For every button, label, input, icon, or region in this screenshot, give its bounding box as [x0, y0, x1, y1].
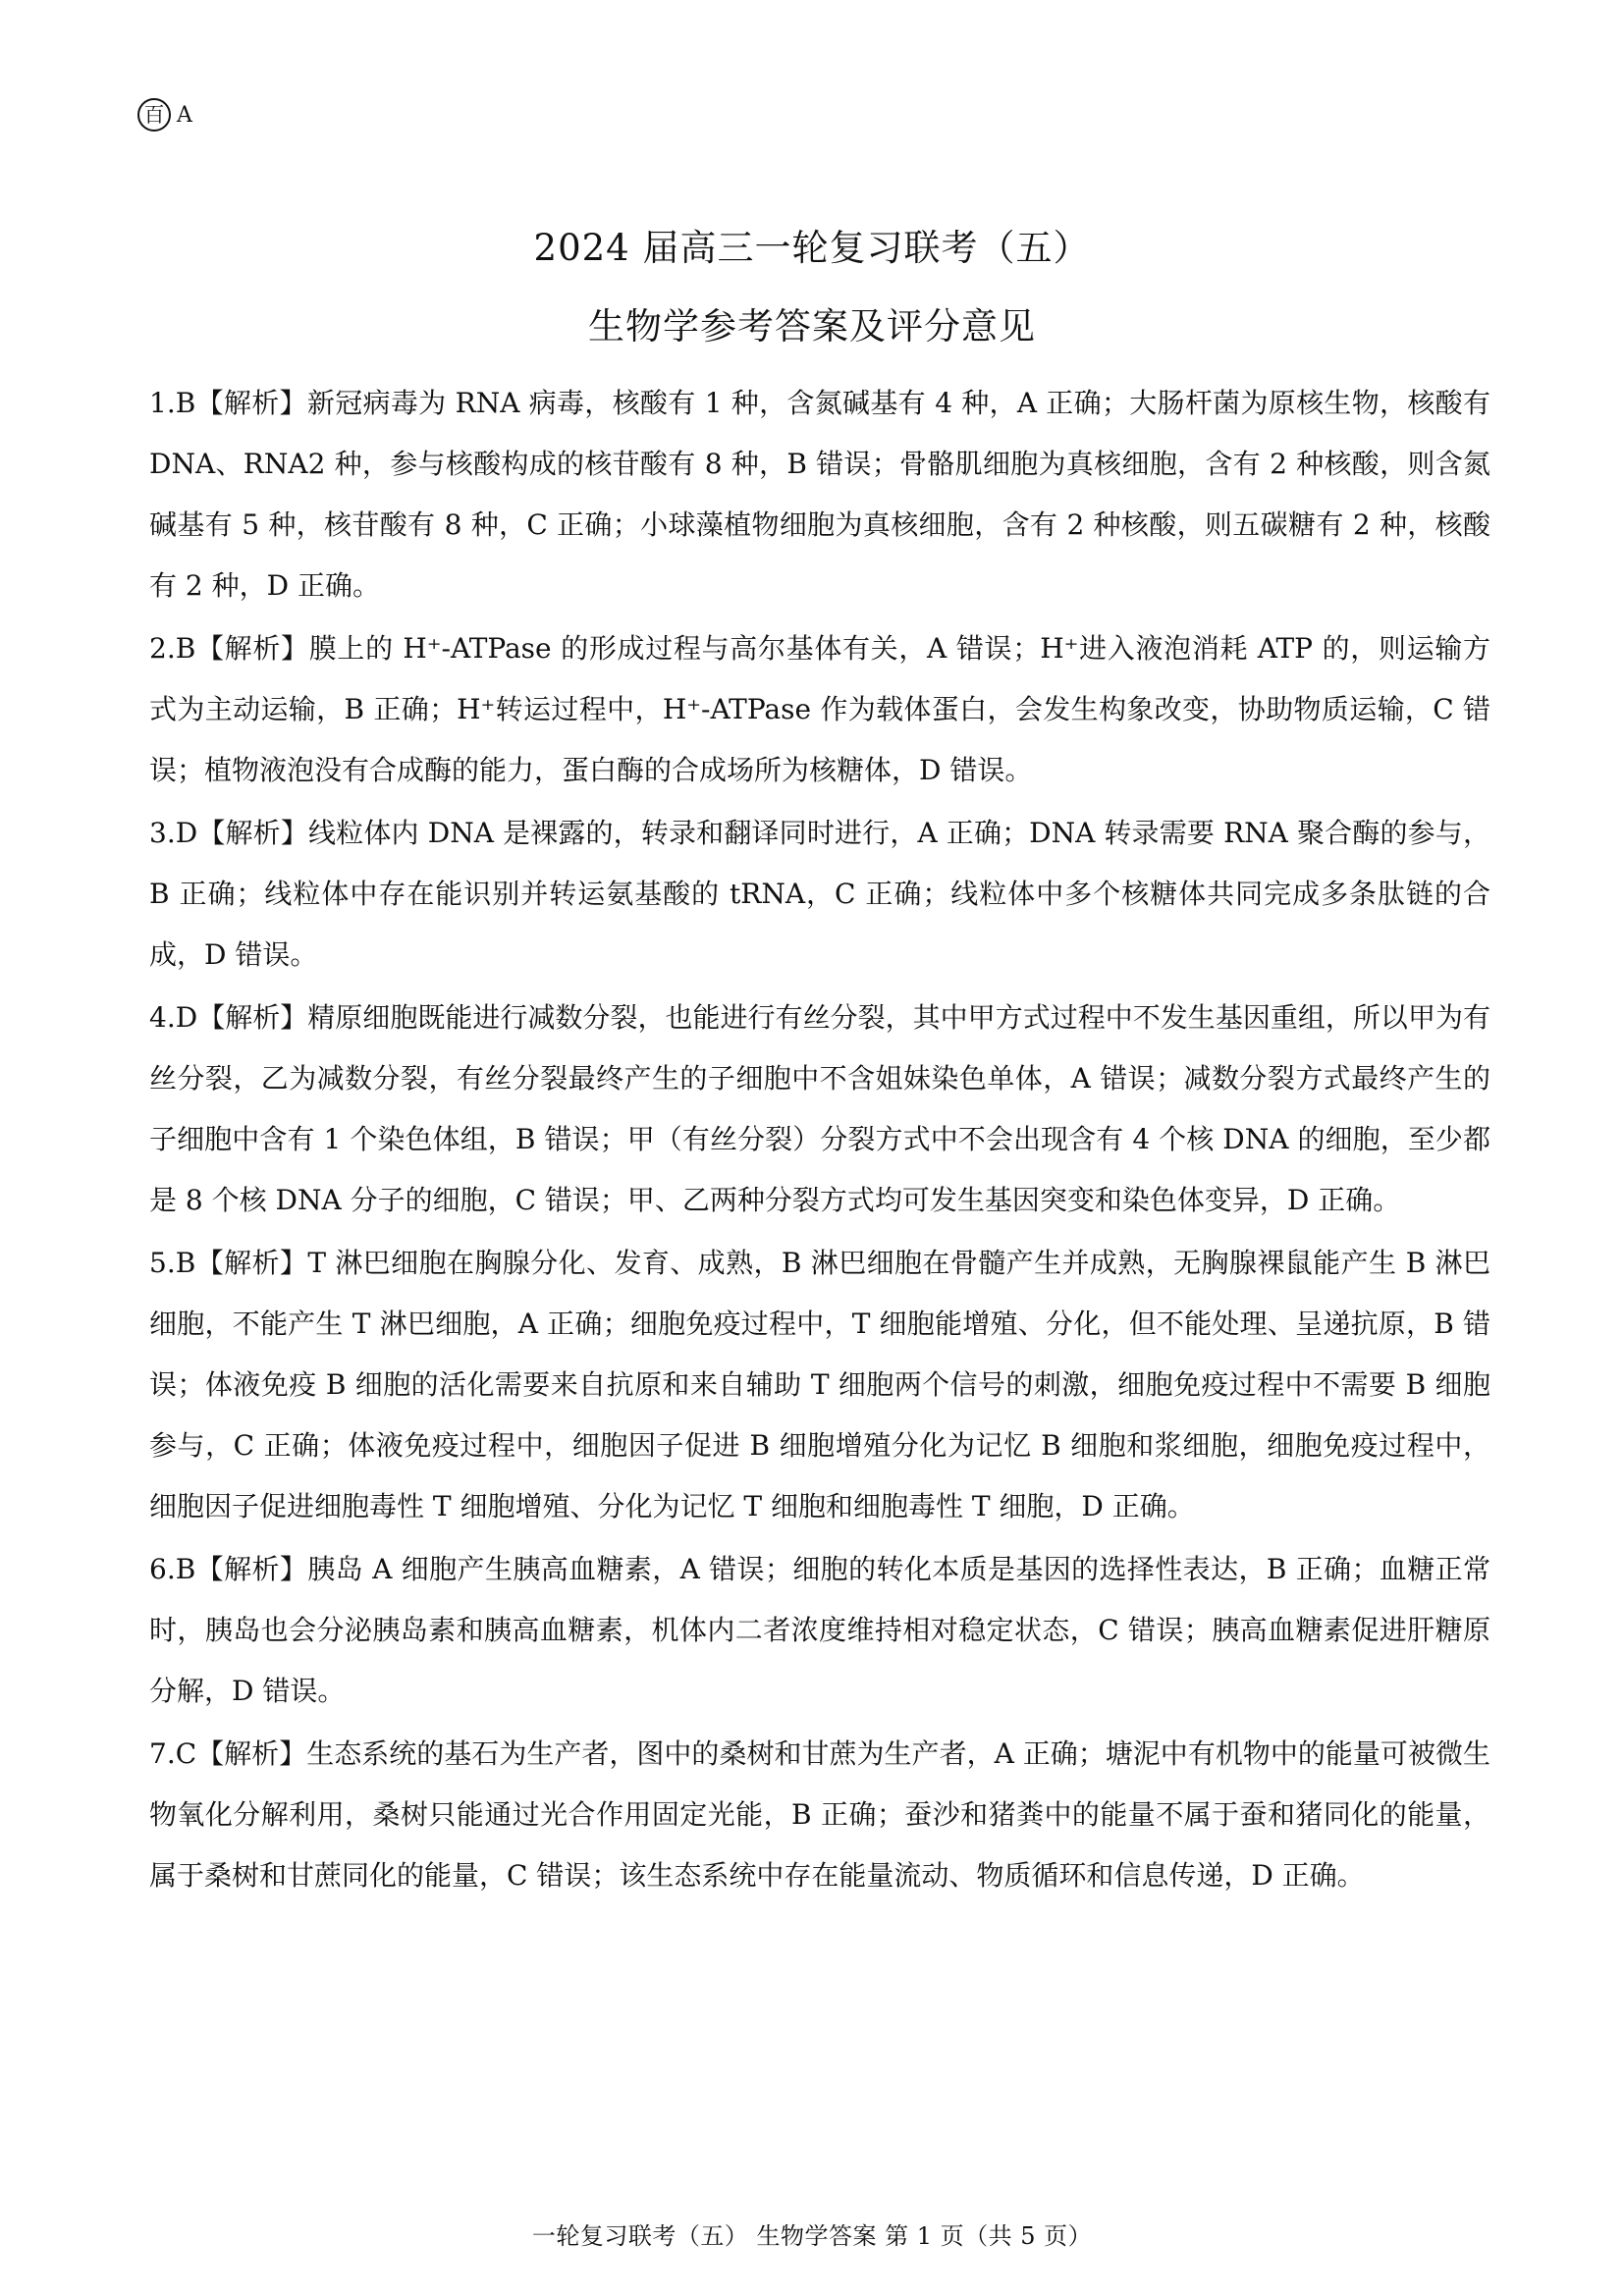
answer-explanation: 生态系统的基石为生产者，图中的桑树和甘蔗为生产者，A 正确；塘泥中有机物中的能量可被微生物氧化分解利用，桑树只能通过光合作用固定光能，B 正确；蚕沙和猪粪中的能量不属于蚕和猪同化的能量，属于桑树和甘蔗同化的能量，C 错误；该生态系统中存在能量流动、物质循环和信息传递，D 正确。 [149, 1737, 1490, 1892]
version-letter: A [177, 102, 192, 128]
answer-explanation: 膜上的 H⁺-ATPase 的形成过程与高尔基体有关，A 错误；H⁺进入液泡消耗 ATP 的，则运输方式为主动运输，B 正确；H⁺转运过程中，H⁺-ATPase 作为载体蛋白，会发生构象改变，协助物质运输，C 错误；植物液泡没有合成酶的能力，蛋白酶的合成场所为核糖体，D 错误。 [149, 632, 1490, 786]
answer-number: 4.D [149, 1001, 198, 1034]
page-subtitle: 生物学参考答案及评分意见 [588, 305, 1036, 347]
answer-explanation: 新冠病毒为 RNA 病毒，核酸有 1 种，含氮碱基有 4 种，A 正确；大肠杆菌为原核生物，核酸有 DNA、RNA2 种，参与核酸构成的核苷酸有 8 种，B 错误；骨骼肌细胞为真核细胞，含有 2 种核酸，则含氮碱基有 5 种，核苷酸有 8 种，C 正确；小球藻植物细胞为真核细胞，含有 2 种核酸，则五碳糖有 2 种，核酸有 2 种，D 正确。 [149, 387, 1490, 602]
analysis-tag: 【解析】 [195, 387, 307, 419]
page-title: 2024 届高三一轮复习联考（五） [533, 227, 1091, 269]
answer-item-6 [149, 1539, 1490, 1722]
answer-item-4 [149, 988, 1490, 1231]
answer-explanation: 线粒体内 DNA 是裸露的，转录和翻译同时进行，A 正确；DNA 转录需要 RNA 聚合酶的参与，B 正确；线粒体中存在能识别并转运氨基酸的 tRNA，C 正确；线粒体中多个核糖体共同完成多条肽链的合成，D 错误。 [149, 817, 1490, 971]
answer-number: 6.B [149, 1553, 196, 1585]
analysis-tag: 【解析】 [196, 1737, 307, 1770]
answer-number: 5.B [149, 1247, 196, 1279]
answer-number: 7.C [149, 1737, 197, 1770]
answer-explanation: 胰岛 A 细胞产生胰高血糖素，A 错误；细胞的转化本质是基因的选择性表达，B 正确；血糖正常时，胰岛也会分泌胰岛素和胰高血糖素，机体内二者浓度维持相对稳定状态，C 错误；胰高血糖素促进肝糖原分解，D 错误。 [149, 1553, 1490, 1707]
answer-list [149, 373, 1490, 1908]
answer-number: 1.B [149, 387, 196, 419]
analysis-tag: 【解析】 [195, 1553, 308, 1585]
analysis-tag: 【解析】 [197, 817, 309, 849]
analysis-tag: 【解析】 [195, 632, 309, 665]
header-mark [137, 98, 192, 132]
answer-explanation: T 淋巴细胞在胸腺分化、发育、成熟，B 淋巴细胞在骨髓产生并成熟，无胸腺裸鼠能产生 B 淋巴细胞，不能产生 T 淋巴细胞，A 正确；细胞免疫过程中，T 细胞能增殖、分化，但不能处理、呈递抗原，B 错误；体液免疫 B 细胞的活化需要来自抗原和来自辅助 T 细胞两个信号的刺激，细胞免疫过程中不需要 B 细胞参与，C 正确；体液免疫过程中，细胞因子促进 B 细胞增殖分化为记忆 B 细胞和浆细胞，细胞免疫过程中，细胞因子促进细胞毒性 T 细胞增殖、分化为记忆 T 细胞和细胞毒性 T 细胞，D 正确。 [149, 1247, 1490, 1522]
answer-item-2 [149, 618, 1490, 801]
circled-logo: 百 [137, 98, 171, 132]
analysis-tag: 【解析】 [195, 1247, 308, 1279]
page-footer: 一轮复习联考（五） 生物学答案 第 1 页（共 5 页） [531, 2222, 1093, 2250]
answer-item-7 [149, 1724, 1490, 1906]
answer-number: 2.B [149, 632, 196, 665]
answer-item-5 [149, 1233, 1490, 1537]
analysis-tag: 【解析】 [197, 1001, 308, 1034]
answer-number: 3.D [149, 817, 198, 849]
answer-item-3 [149, 803, 1490, 986]
answer-item-1 [149, 373, 1490, 616]
answer-explanation: 精原细胞既能进行减数分裂，也能进行有丝分裂，其中甲方式过程中不发生基因重组，所以甲为有丝分裂，乙为减数分裂，有丝分裂最终产生的子细胞中不含姐妹染色单体，A 错误；减数分裂方式最终产生的子细胞中含有 1 个染色体组，B 错误；甲（有丝分裂）分裂方式中不会出现含有 4 个核 DNA 的细胞，至少都是 8 个核 DNA 分子的细胞，C 错误；甲、乙两种分裂方式均可发生基因突变和染色体变异，D 正确。 [149, 1001, 1490, 1216]
